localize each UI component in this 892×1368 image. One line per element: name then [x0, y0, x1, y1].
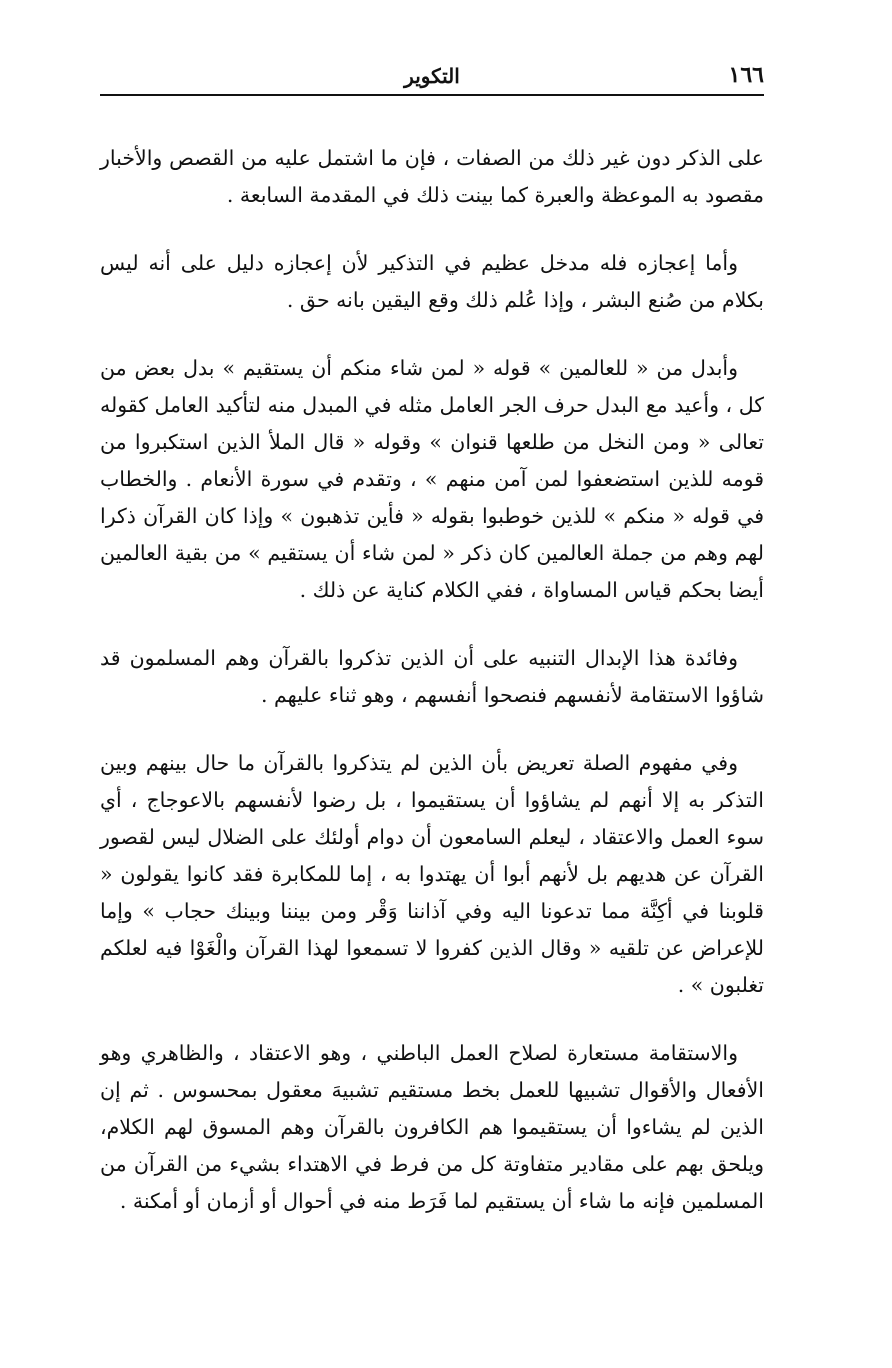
running-title: التكوير	[404, 64, 460, 88]
page-header	[100, 56, 764, 96]
paragraph: وفي مفهوم الصلة تعريض بأن الذين لم يتذكروا بالقرآن ما حال بينهم وبين التذكر به إلا أنهم لم يشاؤوا أن يستقيموا ، بل رضوا لأنفسهم بالاعوجاج ، أي سوء العمل والاعتقاد ، ليعلم السامعون أن دوام أولئك على الضلال ليس لقصور القرآن عن هديهم بل لأنهم أبوا أن يهتدوا به ، إما للمكابرة فقد كانوا يقولون « قلوبنا في أكِنَّة مما تدعونا اليه وفي آذاننا وَقْر ومن بيننا وبينك حجاب » وإما للإعراض عن تلقيه « وقال الذين كفروا لا تسمعوا لهذا القرآن والْغَوْا فيه لعلكم تغلبون » .	[100, 751, 764, 997]
paragraph: وفائدة هذا الإبدال التنبيه على أن الذين تذكروا بالقرآن وهم المسلمون قد شاؤوا الاستقامة لأنفسهم فنصحوا أنفسهم ، وهو ثناء عليهم .	[100, 646, 764, 707]
paragraph: وأما إعجازه فله مدخل عظيم في التذكير لأن إعجازه دليل على أنه ليس بكلام من صُنع البشر ، وإذا عُلم ذلك وقع اليقين بانه حق .	[100, 251, 764, 312]
page-number: ١٦٦	[728, 62, 764, 88]
page-body	[100, 140, 764, 1251]
paragraph: وأبدل من « للعالمين » قوله « لمن شاء منكم أن يستقيم » بدل بعض من كل ، وأعيد مع البدل حرف الجر العامل مثله في المبدل منه لتأكيد العامل كقوله تعالى « ومن النخل من طلعها قنوان » وقوله « قال الملأ الذين استكبروا من قومه للذين استضعفوا لمن آمن منهم » ، وتقدم في سورة الأنعام . والخطاب في قوله « منكم » للذين خوطبوا بقوله « فأين تذهبون » وإذا كان القرآن ذكرا لهم وهم من جملة العالمين كان ذكر « لمن شاء أن يستقيم » من بقية العالمين أيضا بحكم قياس المساواة ، ففي الكلام كناية عن ذلك .	[100, 356, 764, 602]
paragraph: على الذكر دون غير ذلك من الصفات ، فإن ما اشتمل عليه من القصص والأخبار مقصود به الموعظة والعبرة كما بينت ذلك في المقدمة السابعة .	[100, 146, 764, 207]
header-rule	[100, 94, 764, 96]
paragraph: والاستقامة مستعارة لصلاح العمل الباطني ، وهو الاعتقاد ، والظاهري وهو الأفعال والأقوال تشبيها للعمل بخط مستقيم تشبيهَ معقول بمحسوس . ثم إن الذين لم يشاءوا أن يستقيموا هم الكافرون بالقرآن وهم المسوق لهم الكلام، ويلحق بهم على مقادير متفاوتة كل من فرط في الاهتداء بشيء من القرآن من المسلمين فإنه ما شاء أن يستقيم لما فَرَط منه في أحوال أو أزمان أو أمكنة .	[100, 1041, 764, 1213]
